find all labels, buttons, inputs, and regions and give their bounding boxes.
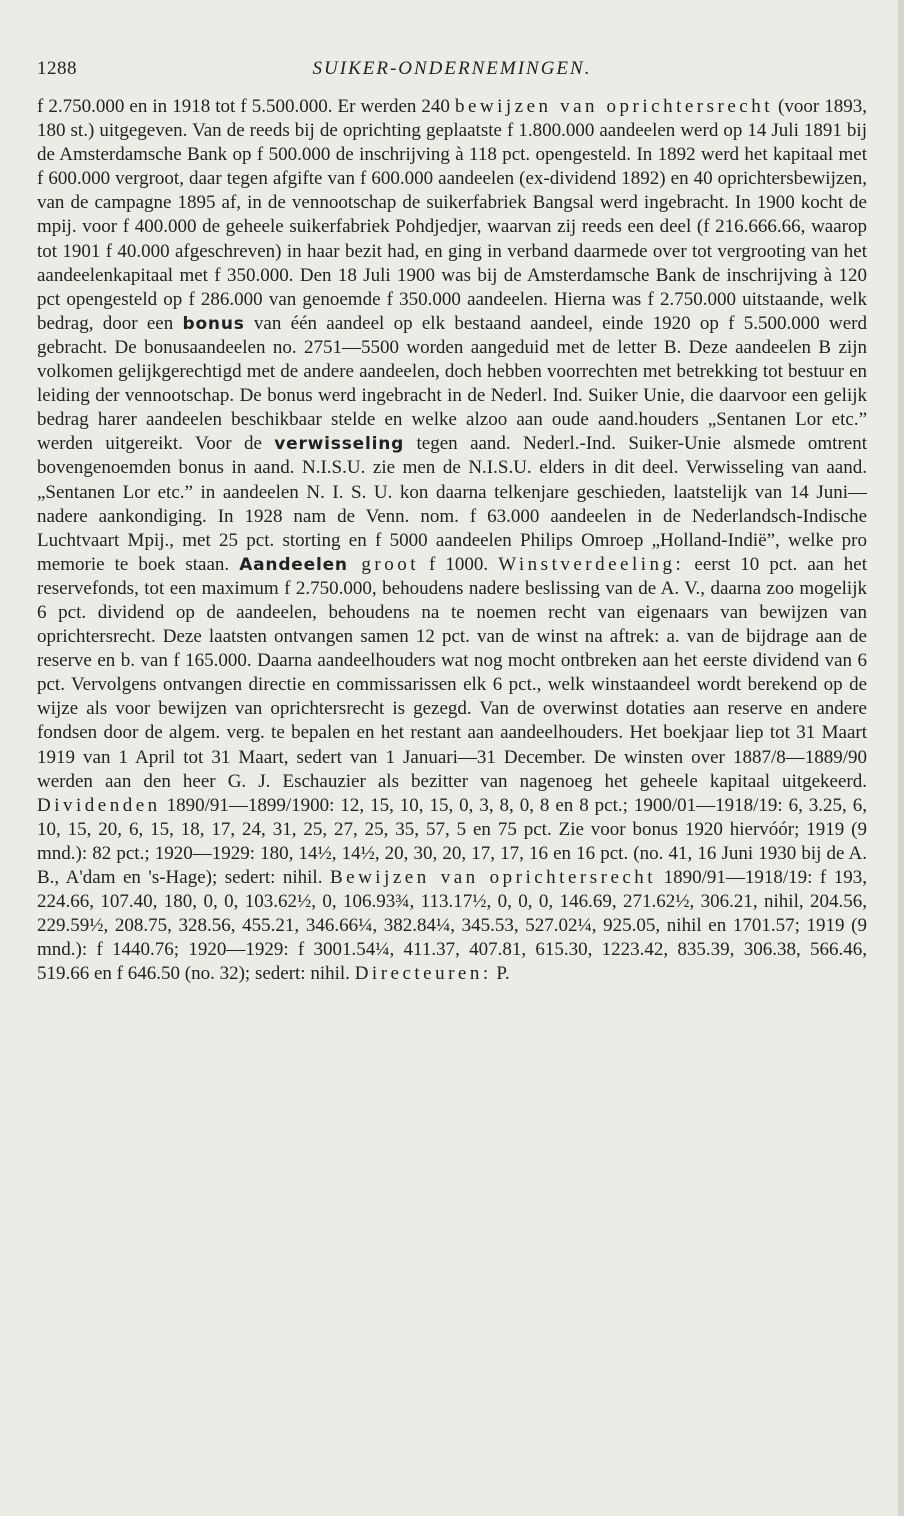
page-header <box>37 58 867 84</box>
body-text-7: 1890/91—1899/1900: 12, 15, 10, 15, 0, 3, 8, 0, 8 en 8 pct.; 1900/01—1918/19: 6, 3.25, 6, 10, 15, 20, 6, 15, 18, 17, 24, 31, 25, 27, 25, 35, 57, 5 en 75 pct. Zie voor bonus 1920 hiervóór; 1919 (9 mnd.): 82 pct.; 1920—1929: 180, 14½, 14½, 20, 30, 20, 17, 17, 16 en 16 pct. (no. 41, 16 Juni 1930 bij de A. B., A'dam en 's-Hage); sedert: nihil. <box>37 794 867 888</box>
body-text-3: van één aandeel op elk bestaand aandeel, einde 1920 op f 5.500.000 werd gebracht. De bonusaandeelen no. 2751—5500 worden aangeduid met de letter B. Deze aandeelen B zijn volkomen gelijkgerechtigd met de andere aandeelen, doch hebben voorrechten met betrekking tot bestuur en leiding der vennootschap. De bonus werd ingebracht in de Nederl. Ind. Suiker Unie, die daarvoor een gelijk bedrag harer aandeelen beschikbaar stelde en welke alzoo aan oude aand.houders „Sentanen Lor etc.” werden uitgereikt. Voor de <box>37 312 867 455</box>
bold-term-bonus: bonus <box>182 313 245 334</box>
spaced-term-winstverdeeling: Winstverdeeling: <box>498 553 685 575</box>
page-number: 1288 <box>37 58 77 79</box>
body-text-1: f 2.750.000 en in 1918 tot f 5.500.000. Er werden 240 <box>37 96 455 117</box>
spaced-term-groot: groot <box>347 553 419 575</box>
spaced-term-oprichtersrecht: Bewijzen van oprichtersrecht <box>329 867 657 888</box>
spaced-term-bewijzen: bewijzen van oprichtersrecht <box>454 96 774 117</box>
spaced-term-dividenden: Dividenden <box>37 794 161 816</box>
page-edge <box>898 0 904 1516</box>
body-text-8: 1890/91—1918/19: f 193, 224.66, 107.40, 180, 0, 0, 103.62½, 0, 106.93¾, 113.17½, 0, 0, 0, 146.69, 271.62½, 306.21, nihil, 204.56, 229.59½, 208.75, 328.56, 455.21, 346.66¼, 382.84¼, 345.53, 527.02¼, 925.05, nihil en 1701.57; 1919 (9 mnd.): f 1440.76; 1920—1929: f 3001.54¼, 411.37, 407.81, 615.30, 1223.42, 835.39, 306.38, 566.46, 519.66 en f 646.50 (no. 32); sedert: nihil. <box>37 867 867 985</box>
spaced-term-directeuren: Directeuren: <box>354 963 492 985</box>
body-text-4: tegen aand. Nederl.-Ind. Suiker-Unie alsmede omtrent bovengenoemden bonus in aand. N.I.S.U. zie men de N.I.S.U. elders in dit deel. Verwisseling van aand. „Sentanen Lor etc.” in aandeelen N. I. S. U. kon daarna telkenjare geschieden, laatstelijk van 14 Juni—nadere aankondiging. In 1928 nam de Venn. nom. f 63.000 aandeelen in de Nederlandsch-Indische Luchtvaart Mpij., met 25 pct. storting en f 5000 aandeelen Philips Omroep „Holland-Indië”, welke pro memorie te boek staan. <box>37 433 867 575</box>
body-text-9: P. <box>491 963 510 985</box>
body-text-5: f 1000. <box>418 553 499 575</box>
bold-term-verwisseling: verwisseling <box>274 434 405 455</box>
running-title: SUIKER-ONDERNEMINGEN. <box>312 58 592 79</box>
body-text <box>37 95 867 986</box>
body-text-6: eerst 10 pct. aan het reservefonds, tot een maximum f 2.750.000, behoudens nadere beslissing van de A. V., daarna zoo mogelijk 6 pct. dividend op de aandeelen, behoudens na te noemen recht van eigenaars van bewijzen van oprichtersrecht. Deze laatsten ontvangen samen 12 pct. van de winst na aftrek: a. van de bijdrage aan de reserve en b. van f 165.000. Daarna aandeelhouders wat nog mocht ontbreken aan het eerste dividend van 6 pct. Vervolgens ontvangen directie en commissarissen elk 6 pct., welk winstaandeel wordt berekend op de wijze als voor bewijzen van oprichtersrecht is gezegd. Van de overwinst dotaties aan reserve en andere fondsen door de algem. verg. te bepalen en het restant aan aandeelhouders. Het boekjaar liep tot 31 Maart 1919 van 1 April tot 31 Maart, sedert van 1 Januari—31 December. De winsten over 1887/8—1889/90 werden aan den heer G. J. Eschauzier als bezitter van nagenoeg het geheele kapitaal uitgekeerd. <box>37 553 868 792</box>
body-text-2: (voor 1893, 180 st.) uitgegeven. Van de reeds bij de oprichting geplaatste f 1.800.000 aandeelen werd op 14 Juli 1891 bij de Amsterdamsche Bank op f 500.000 de inschrijving à 118 pct. opengesteld. In 1892 werd het kapitaal met f 600.000 vergroot, daar tegen afgifte van f 600.000 aandeelen (ex-dividend 1892) en 40 oprichtersbewijzen, van de campagne 1895 af, in de vennootschap de suikerfabriek Bangsal werd ingebracht. In 1900 kocht de mpij. voor f 400.000 de geheele suikerfabriek Pohdjedjer, waarvan zij reeds een deel (f 216.666.66, waarop tot 1901 f 40.000 afgeschreven) in haar bezit had, en ging in verband daarmede over tot vergrooting van het aandeelenkapitaal met f 350.000. Den 18 Juli 1900 was bij de Amsterdamsche Bank de inschrijving à 120 pct opengesteld op f 286.000 van genoemde f 350.000 aandeelen. Hierna was f 2.750.000 uitstaande, welk bedrag, door een <box>37 96 867 334</box>
bold-term-aandeelen: Aandeelen <box>239 554 348 575</box>
